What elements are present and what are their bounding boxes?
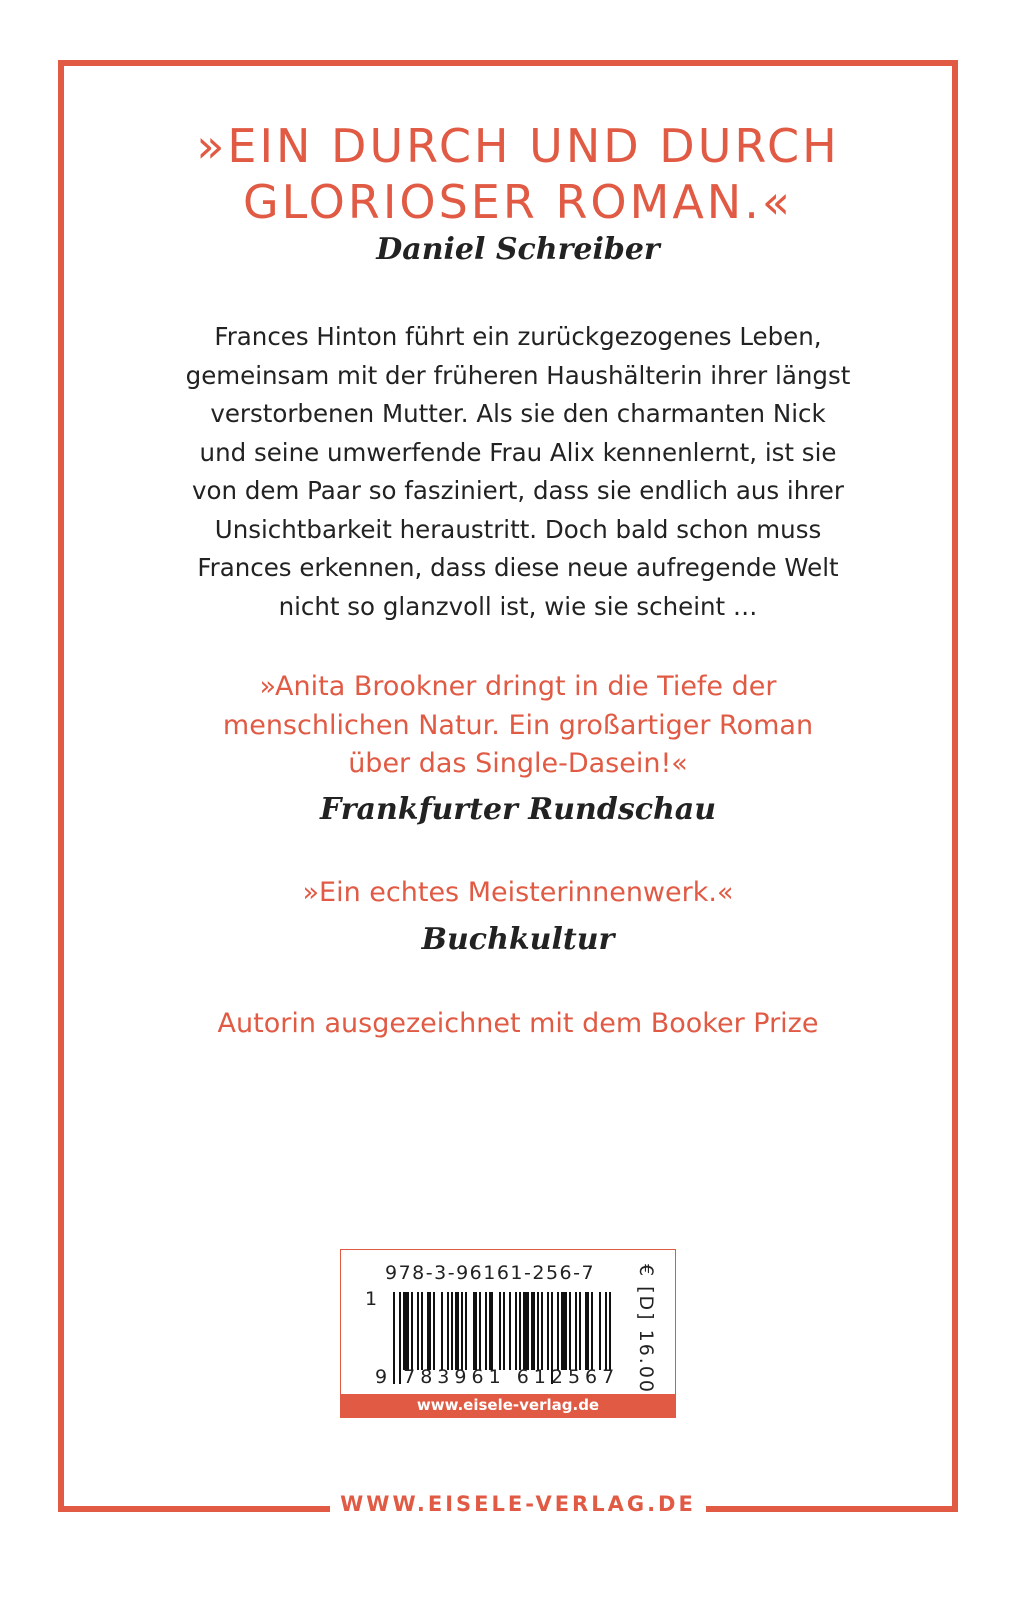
barcode-bar xyxy=(523,1292,529,1370)
barcode-bar xyxy=(609,1292,611,1370)
headline-quote xyxy=(0,118,1036,230)
barcode-bar xyxy=(473,1292,477,1370)
headline-author: Daniel Schreiber xyxy=(376,232,660,267)
barcode-bar xyxy=(485,1292,487,1370)
barcode-bar xyxy=(541,1292,543,1370)
blurb-line: verstorbenen Mutter. Als sie den charmanten Nick xyxy=(210,399,826,428)
headline-line: GLORIOSER ROMAN.« xyxy=(243,175,793,229)
barcode-bar xyxy=(455,1292,459,1370)
blurb-line: Frances Hinton führt ein zurückgezogenes Leben, xyxy=(214,322,822,351)
barcode-bar xyxy=(427,1292,431,1370)
blurb xyxy=(0,318,1036,626)
review-quote-2: »Ein echtes Meisterinnenwerk.« xyxy=(302,877,734,908)
barcode-bar xyxy=(441,1292,443,1370)
barcode-bar xyxy=(519,1292,521,1370)
blurb-line: von dem Paar so fasziniert, dass sie endlich aus ihrer xyxy=(192,476,844,505)
barcode-bar xyxy=(561,1292,567,1370)
blurb-line: gemeinsam mit der früheren Haushälterin ihrer längst xyxy=(185,360,851,390)
barcode-bar xyxy=(557,1292,559,1370)
barcode-bar xyxy=(461,1292,463,1370)
barcode-bar xyxy=(575,1292,577,1370)
blurb-line: Frances erkennen, dass diese neue aufregende Welt xyxy=(197,553,839,582)
price-text: € [D] 16.00 xyxy=(635,1264,657,1395)
barcode-bar xyxy=(591,1292,593,1370)
barcode-bar xyxy=(447,1292,449,1370)
quote-line: »Anita Brookner dringt in die Tiefe der xyxy=(259,671,777,702)
barcode-bar xyxy=(547,1292,549,1370)
barcode-bar xyxy=(585,1292,589,1370)
award-note: Autorin ausgezeichnet mit dem Booker Prize xyxy=(217,1008,819,1039)
barcode-label xyxy=(340,1249,676,1418)
barcode-bar xyxy=(489,1292,493,1370)
barcode-bar xyxy=(421,1292,423,1370)
blurb-line: und seine umwerfende Frau Alix kennenlernt, ist sie xyxy=(199,437,837,467)
review-source-2: Buchkultur xyxy=(421,922,615,957)
barcode-bar xyxy=(403,1292,409,1370)
barcode-bar xyxy=(417,1292,419,1370)
barcode-bar xyxy=(451,1292,453,1370)
barcode-bar xyxy=(411,1292,413,1370)
quote-line: menschlichen Natur. Ein großartiger Roman xyxy=(222,709,814,741)
barcode-digits: 9 783961 612567 xyxy=(375,1366,620,1388)
barcode-bar xyxy=(479,1292,481,1370)
barcode-bar xyxy=(433,1292,435,1370)
barcode-bar xyxy=(503,1292,505,1370)
quote-line: über das Single-Dasein!« xyxy=(348,748,688,779)
barcode-bar xyxy=(509,1292,511,1370)
review-quote-1 xyxy=(0,668,1036,784)
blurb-line: Unsichtbarkeit heraustritt. Doch bald schon muss xyxy=(214,514,822,544)
barcode-bar xyxy=(537,1292,539,1370)
barcode-bar xyxy=(531,1292,535,1370)
barcode-lead-digit: 1 xyxy=(365,1288,378,1310)
barcode-bar xyxy=(599,1292,601,1370)
footer-publisher-url xyxy=(0,1492,1036,1516)
barcode-bar xyxy=(605,1292,607,1370)
barcode-url: www.eisele-verlag.de xyxy=(341,1394,675,1417)
blurb-line: nicht so glanzvoll ist, wie sie scheint … xyxy=(278,591,758,621)
headline-line: »EIN DURCH UND DURCH xyxy=(196,119,840,173)
barcode-bar xyxy=(579,1292,581,1370)
barcode-bar xyxy=(569,1292,571,1370)
barcode-bar xyxy=(515,1292,517,1370)
isbn-text: 978-3-96161-256-7 xyxy=(385,1262,596,1284)
barcode-bar xyxy=(499,1292,501,1370)
footer-url-text: WWW.EISELE-VERLAG.DE xyxy=(330,1492,706,1516)
barcode-bar xyxy=(465,1292,467,1370)
review-source-1: Frankfurter Rundschau xyxy=(319,792,717,827)
